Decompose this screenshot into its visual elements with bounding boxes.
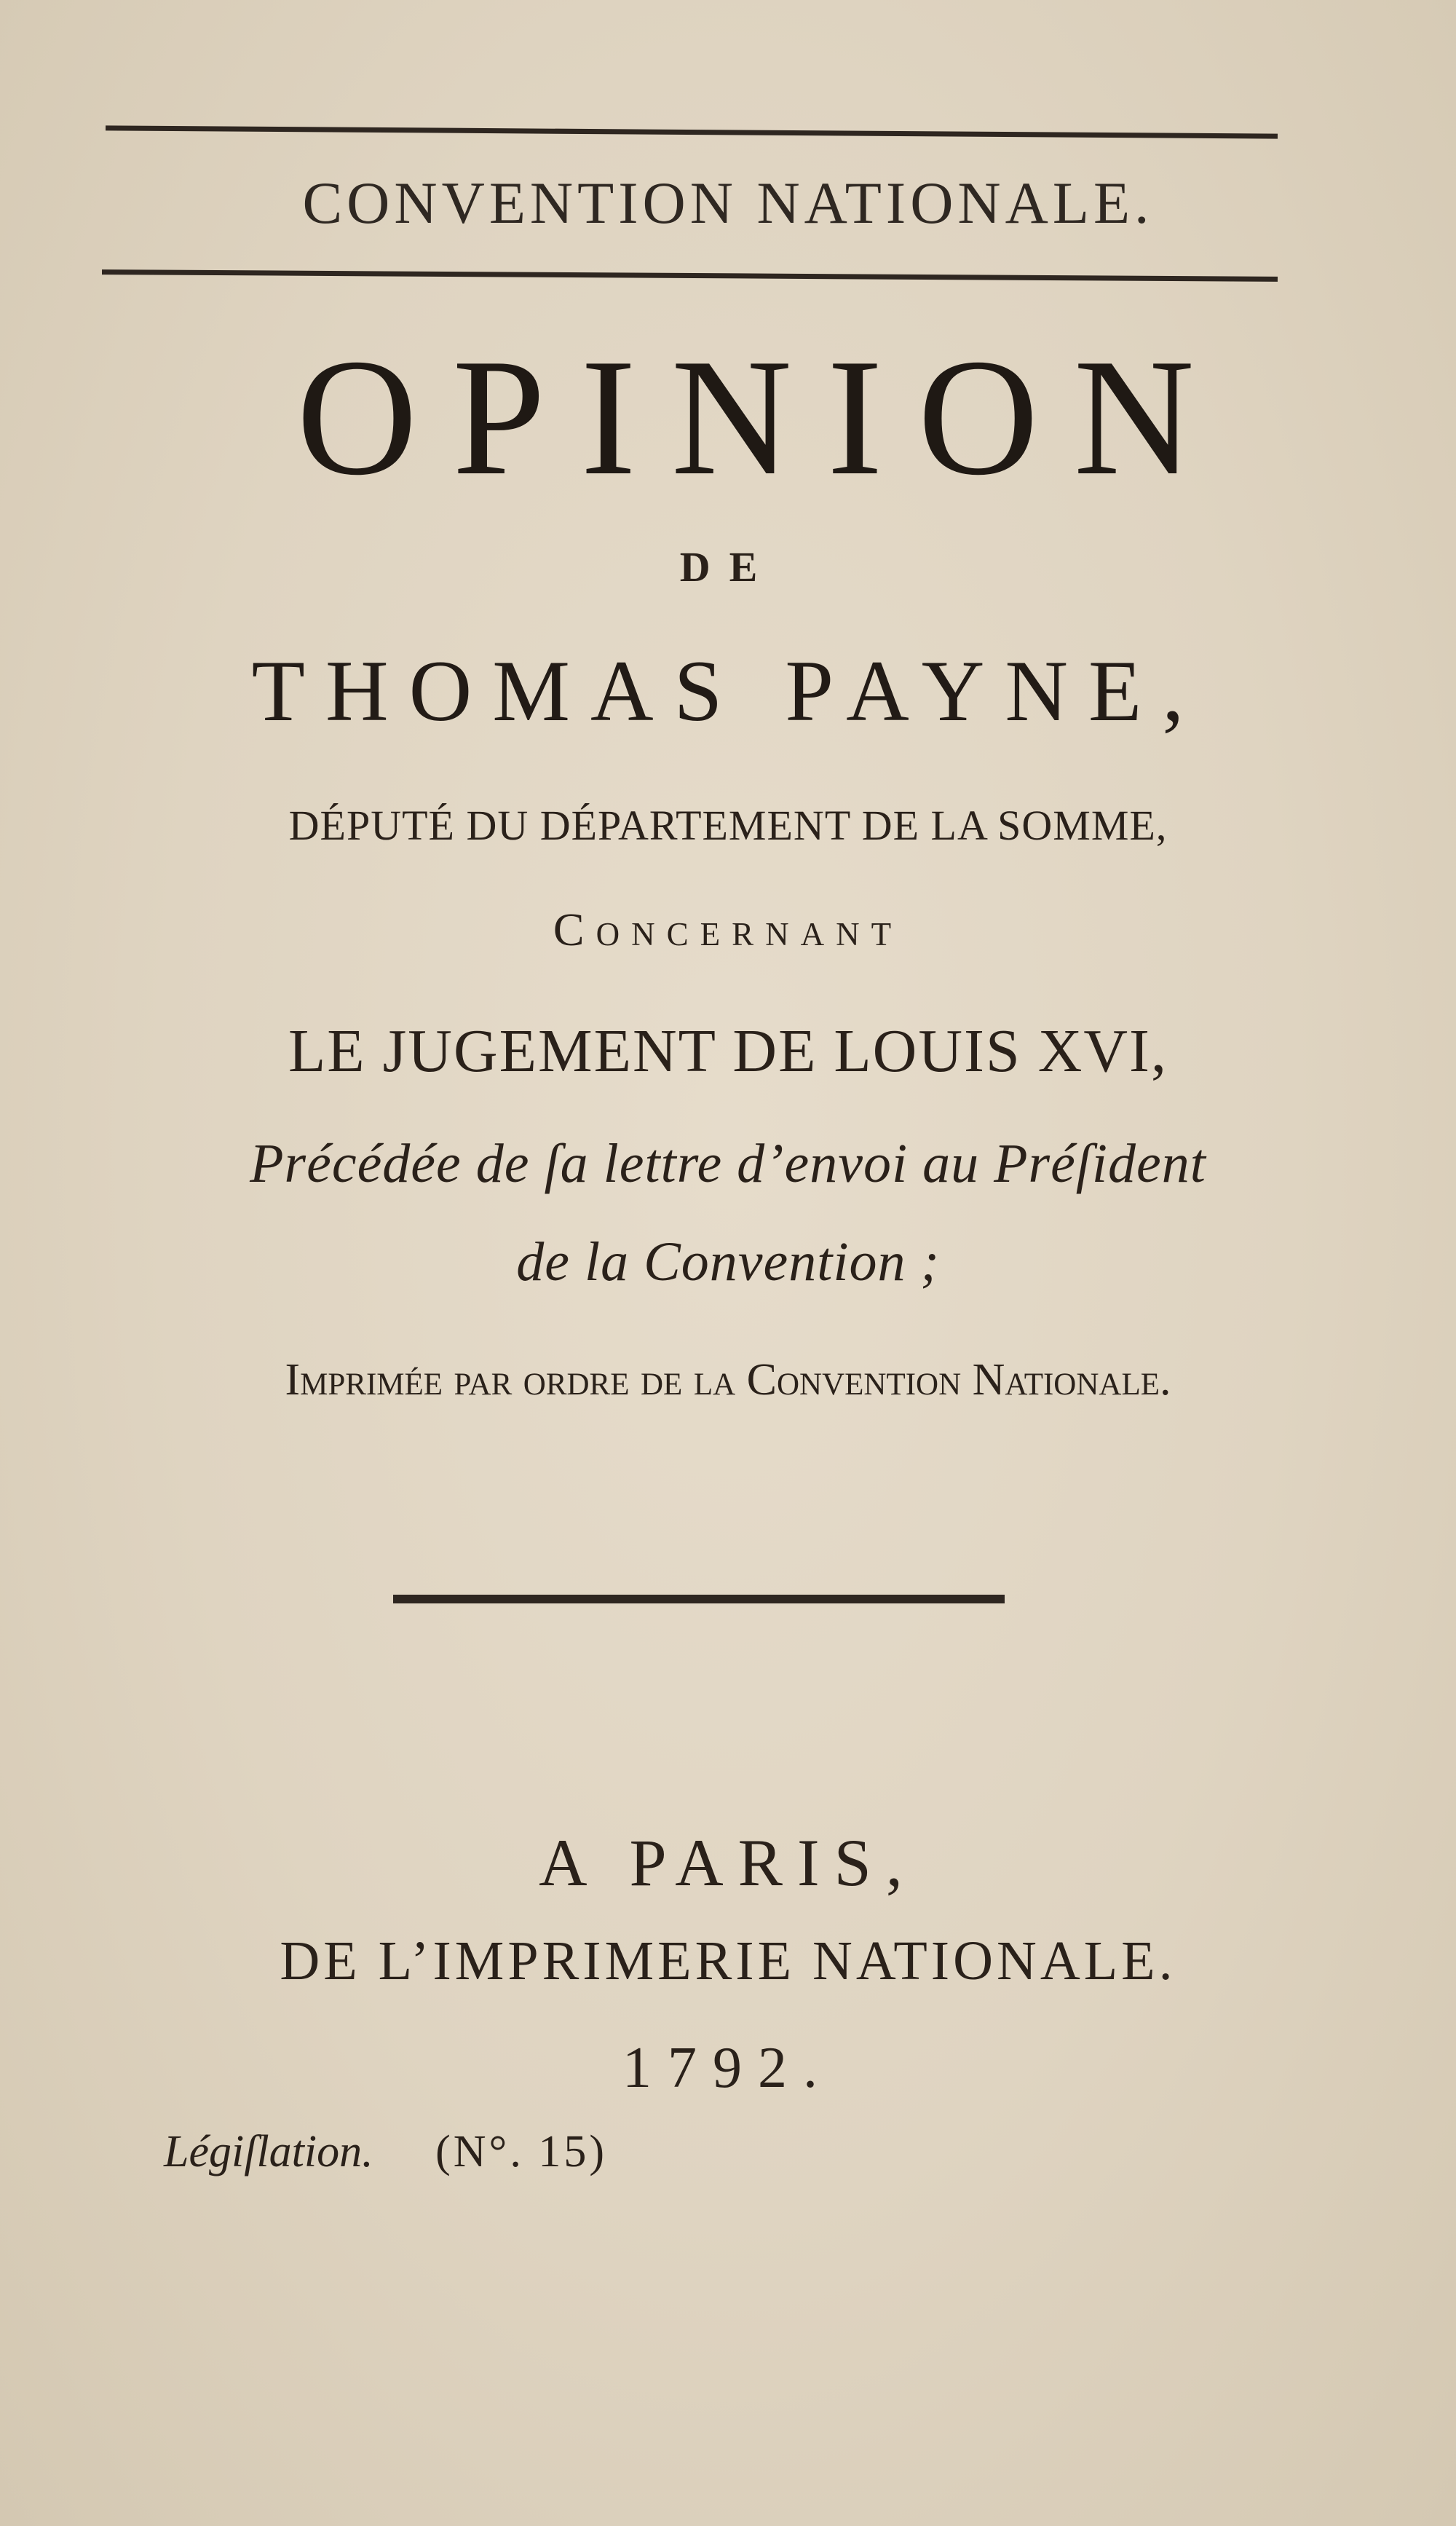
footer-signature [164, 2126, 607, 2178]
page-title: OPINION [296, 324, 1230, 510]
imprint-city: A PARIS, [539, 1826, 917, 1900]
top-rule-lower [102, 269, 1278, 282]
top-rule-upper [106, 125, 1278, 138]
author-name: THOMAS PAYNE, [251, 642, 1205, 739]
subject-line: LE JUGEMENT DE LOUIS XVI, [288, 1017, 1168, 1085]
imprint-printer: DE L’IMPRIMERIE NATIONALE. [280, 1930, 1176, 1992]
series-number: (N°. 15) [435, 2127, 608, 2176]
header-convention: CONVENTION NATIONALE. [302, 170, 1154, 236]
title-de: DE [679, 543, 777, 591]
preceded-line-1: Précédée de ſa lettre d’envoi au Préſident [250, 1133, 1206, 1194]
preceded-line-2: de la Convention ; [516, 1231, 940, 1292]
author-role: DÉPUTÉ DU DÉPARTEMENT DE LA SOMME, [288, 802, 1168, 849]
middle-rule [393, 1595, 1005, 1603]
concernant-line: Concernant [553, 904, 903, 955]
series-label: Légiſlation. [164, 2127, 373, 2176]
printed-by-order: Imprimée par ordre de la Convention Nationale. [285, 1355, 1171, 1405]
imprint-year: 1792. [622, 2036, 834, 2100]
